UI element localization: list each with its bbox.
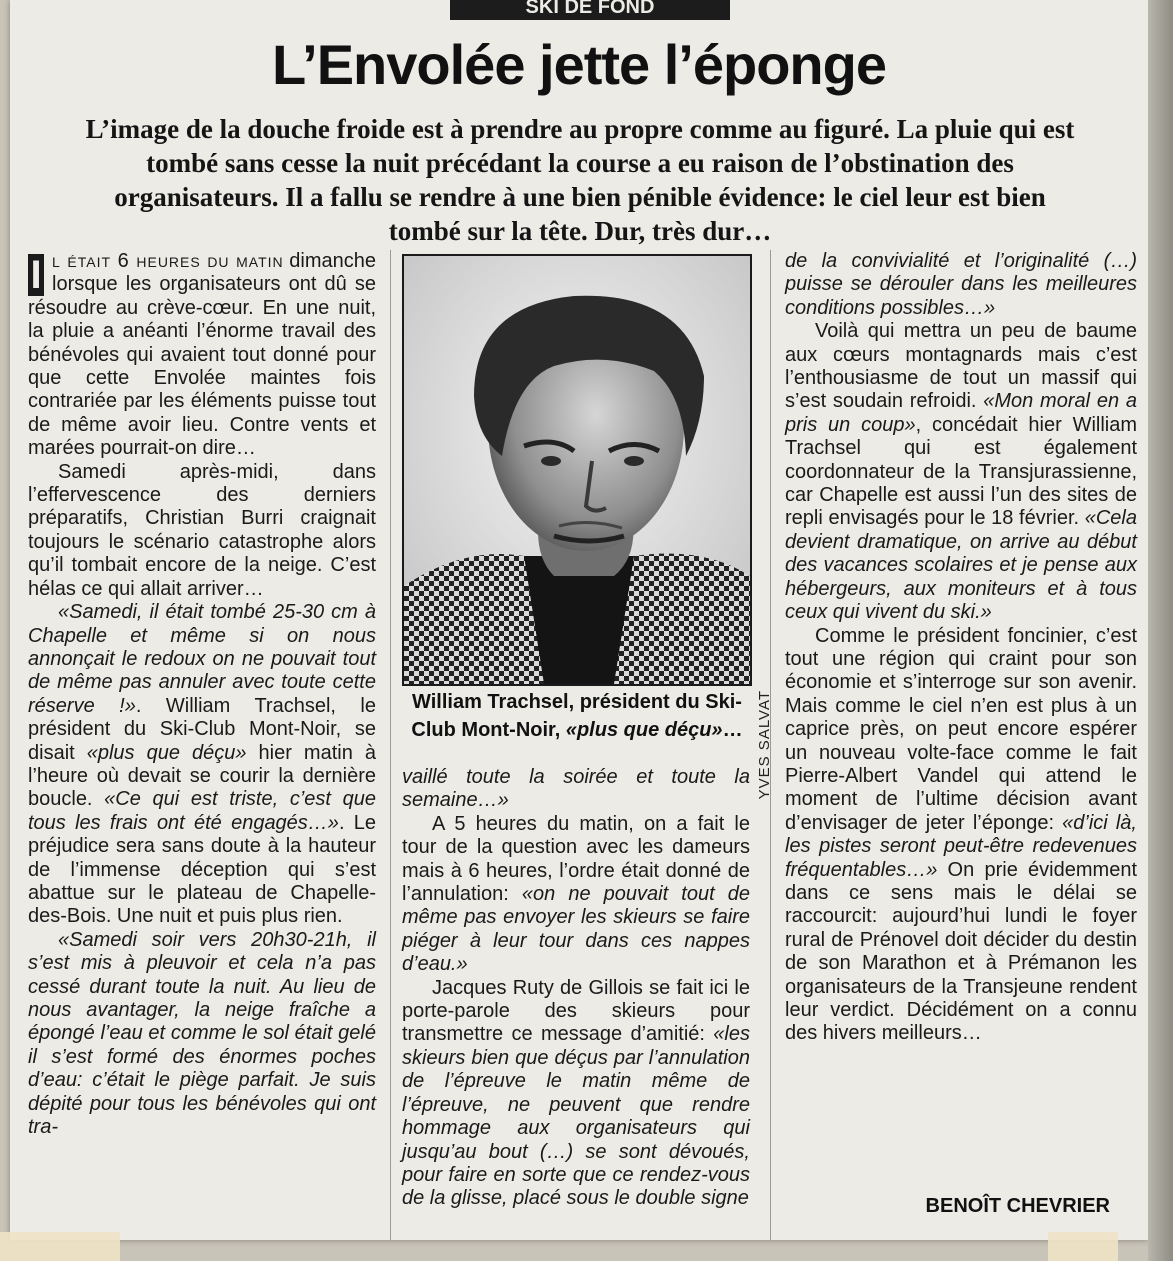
paragraph-2: Samedi après-midi, dans l’effervescence des derniers préparatifs, Christian Burri craignait toujours le scénario catastrophe alors qu’il tombait encore de la neige. C’est hélas ce qui allait arriver… (28, 460, 376, 600)
tape-strip (0, 1232, 120, 1261)
caption-quote: «plus que déçu» (565, 719, 723, 741)
caption-text: William Trachsel, président du Ski-Club Mont-Noir, (411, 691, 742, 741)
portrait-photo (402, 254, 752, 686)
article-column-2 (402, 766, 750, 1211)
photo-caption (402, 688, 752, 744)
paragraph-text: dimanche lorsque les organisateurs ont dû se résoudre au crève-cœur. En une nuit, la pluie a anéanti l’énorme travail des bénévoles qui avaient tout donné pour que cette Envolée maintes fois contrariée par les éléments puisse tout de même avoir lieu. Contre vents et marées pourrait-on dire… (28, 250, 376, 460)
headline: L’Envolée jette l’éponge (272, 33, 886, 96)
paragraph-1 (28, 250, 376, 461)
paragraph-text: , concédait hier William Trachsel qui est également coordonnateur de la Transjurassienne, car Chapelle est aussi l’un des sites de repli envisagés pour le 18 février. (785, 413, 1138, 530)
paragraph-text: On prie évidemment dans ce sens mais le délai se raccourcit: aujourd’hui lundi le foyer rural de Prénovel doit décider du destin de son Marathon et à Prémanon les organisateurs de la Transjeune rendent leur verdict. Décidément on a connu des hivers meilleurs… (785, 858, 1137, 1045)
paragraph (402, 977, 750, 1211)
paragraph-text: Jacques Ruty de Gillois se fait ici le porte-parole des skieurs pour transmettre ce message d’amitié: (402, 976, 750, 1046)
background-edge (1148, 0, 1173, 1261)
paragraph-3 (28, 601, 376, 929)
paragraph-text: hier matin à l’heure où devait se courir la dernière boucle. (28, 741, 376, 811)
portrait-illustration (404, 256, 750, 684)
section-rubric: SKI DE FOND (450, 0, 730, 20)
lead-in: l était 6 heures du matin (52, 250, 284, 272)
article-column-3 (785, 250, 1137, 1046)
quote: «plus que déçu» (86, 741, 247, 764)
paragraph-text: . Le préjudice sera sans doute à la hauteur de l’immense déception qui s’est abattue sur le plateau de Chapelle-des-Bois. Une nuit et puis plus rien. (28, 811, 377, 928)
quote: «on ne pouvait tout de même pas envoyer les skieurs se faire piéger à leur tour dans ces nappes d’eau.» (402, 883, 750, 976)
paragraph-continued: de la convivialité et l’originalité (…) puisse se dérouler dans les meilleures conditions possibles…» (785, 250, 1137, 319)
quote: «Mon moral en a pris un coup» (785, 390, 1138, 436)
quote: «d’ici là, les pistes seront peut-être redevenues fréquentables…» (785, 811, 1137, 881)
quote: «les skieurs bien que déçus par l’annulation de l’épreuve le matin même de l’épreuve, ne peuvent que rendre hommage aux organisateurs qui jusqu’au bout (…) se sont dévoués, pour faire en sorte que ce rendez-vous de la glisse, placé sous le double signe (402, 1023, 750, 1210)
quote: «Samedi, il était tombé 25-30 cm à Chapelle et même si on nous annonçait le redoux on ne pouvait tout de même pas annuler avec toute cette réserve !» (28, 601, 376, 717)
paragraph-text: Comme le président foncinier, c’est tout une région qui craint pour son économie et s’interroge sur son avenir. Mais comme le ciel n’en est plus à un caprice près, on peut encore espérer un nouveau volte-face comme le fait Pierre-Albert Vandel qui attend le moment de l’ultime décision avant d’envisager de jeter l’éponge: (785, 624, 1137, 834)
paragraph-4: «Samedi soir vers 20h30-21h, il s’est mis à pleuvoir et cela n’a pas cessé durant toute la nuit. Au lieu de nous avantager, la neige fraîche a épongé l’eau et comme le sol était gelé il s’est formé des énormes poches d’eau: c’était le piège parfait. Je suis dépité pour tous les bénévoles qui ont tra- (28, 928, 376, 1139)
tape-strip (1048, 1232, 1118, 1261)
paragraph-text: Voilà qui mettra un peu de baume aux cœurs montagnards mais c’est l’enthousiasme de tout un massif qui s’est soudain refroidi. (785, 320, 1137, 413)
column-divider (390, 250, 391, 1240)
paragraph (402, 813, 750, 977)
quote: «Ce qui est triste, c’est que tous les frais ont été engagés…» (28, 788, 376, 834)
paragraph (785, 625, 1137, 1046)
drop-cap: I (28, 254, 44, 296)
standfirst: L’image de la douche froide est à prendre au propre comme au figuré. La pluie qui est tombé sans cesse la nuit précédant la course a eu raison de l’obstination des organisateurs. Il a fallu se rendre à une bien pénible évidence: le ciel leur est bien tombé sur la tête. Dur, très dur… (85, 114, 1075, 246)
author-signature: BENOÎT CHEVRIER (925, 1195, 1110, 1217)
paragraph-continued: vaillé toute la soirée et toute la semaine…» (402, 766, 750, 812)
paragraph (785, 320, 1137, 624)
paragraph-text: A 5 heures du matin, on a fait le tour de la question avec les dameurs mais à 6 heures, l’ordre était donné de l’annulation: (402, 812, 750, 906)
photo-credit: YVES SALVAT (756, 690, 773, 800)
article-column-1 (28, 250, 376, 1139)
caption-ellipsis: … (722, 719, 743, 741)
quote: «Cela devient dramatique, on arrive au début des vacances scolaires et je pense aux hébergeurs, aux moniteurs et à tous ceux qui vivent du ski.» (785, 507, 1137, 624)
newspaper-clipping (10, 0, 1148, 1240)
paragraph-text: . William Trachsel, le président du Ski-Club Mont-Noir, se disait (28, 694, 376, 764)
